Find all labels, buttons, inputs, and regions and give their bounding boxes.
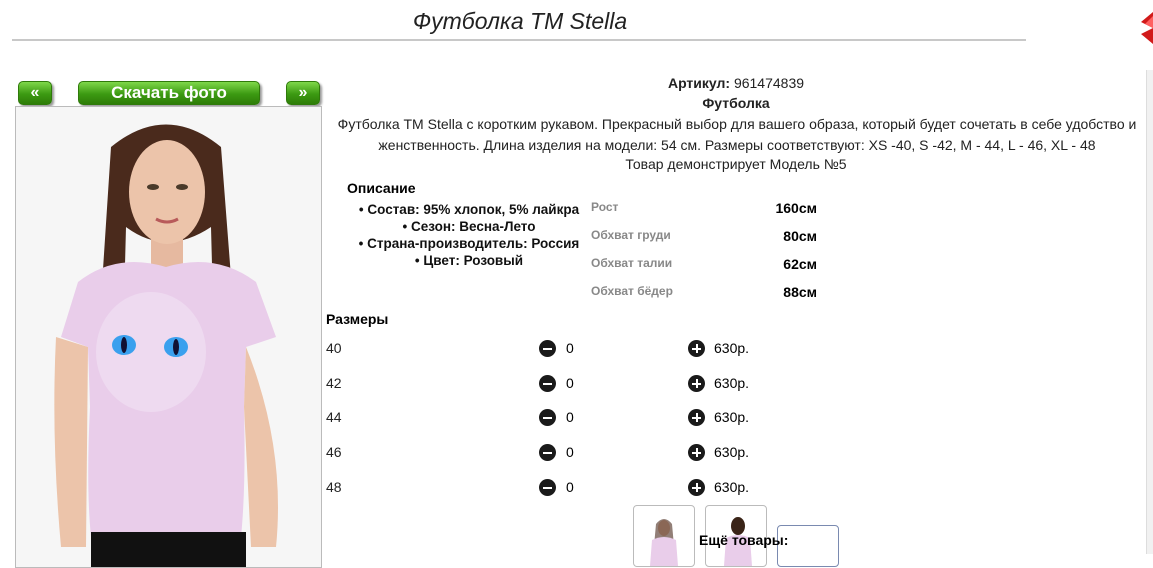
- model-param-label: Обхват бёдер: [591, 284, 673, 298]
- minus-icon[interactable]: [539, 409, 556, 426]
- title-divider: [12, 39, 1026, 41]
- size-quantity: 0: [566, 479, 574, 495]
- close-icon[interactable]: [1137, 12, 1153, 44]
- product-description: Футболка TM Stella с коротким рукавом. Прекрасный выбор для вашего образа, который будет сочетать в себе удобство и женственность. Длина изделия на модели: 54 см. Размеры соответствуют: XS -40, S -42, M - 44, L - 46, XL - 48: [337, 116, 1137, 153]
- size-quantity: 0: [566, 444, 574, 460]
- minus-icon[interactable]: [539, 444, 556, 461]
- product-thumbnail[interactable]: [633, 505, 695, 567]
- size-quantity: 0: [566, 409, 574, 425]
- size-price: 630р.: [714, 409, 750, 425]
- size-price: 630р.: [714, 340, 750, 356]
- model-param-value: 160см: [775, 200, 817, 216]
- sku-line: [330, 75, 1142, 91]
- size-label: 48: [326, 479, 342, 495]
- size-label: 46: [326, 444, 342, 460]
- size-price: 630р.: [714, 444, 750, 460]
- model-param-label: Рост: [591, 200, 619, 214]
- more-products-label: Ещё товары:: [699, 532, 789, 548]
- size-label: 42: [326, 375, 342, 391]
- model-param-value: 80см: [783, 228, 817, 244]
- thumbnail-image: [634, 506, 694, 566]
- plus-icon[interactable]: [688, 375, 705, 392]
- next-photo-button[interactable]: »: [286, 81, 320, 105]
- vertical-scrollbar[interactable]: [1146, 70, 1153, 554]
- plus-icon[interactable]: [688, 409, 705, 426]
- model-param-label: Обхват груди: [591, 228, 671, 242]
- model-photo-illustration: [16, 107, 321, 567]
- sku-value: 961474839: [733, 75, 805, 91]
- model-param-label: Обхват талии: [591, 256, 673, 270]
- model-param-value: 62см: [783, 256, 817, 272]
- feature-item: • Состав: 95% хлопок, 5% лайкра: [358, 202, 580, 217]
- product-photo[interactable]: [15, 106, 322, 568]
- size-quantity: 0: [566, 375, 574, 391]
- model-param-value: 88см: [783, 284, 817, 300]
- size-price: 630р.: [714, 375, 750, 391]
- prev-photo-button[interactable]: «: [18, 81, 52, 105]
- product-type: Футболка: [702, 95, 770, 111]
- feature-item: • Сезон: Весна-Лето: [402, 219, 536, 234]
- page-title: Футболка TM Stella: [412, 8, 628, 34]
- size-quantity: 0: [566, 340, 574, 356]
- feature-item: • Цвет: Розовый: [414, 253, 524, 268]
- sizes-heading: Размеры: [326, 311, 389, 327]
- minus-icon[interactable]: [539, 479, 556, 496]
- feature-item: • Страна-производитель: Россия: [358, 236, 580, 251]
- download-photo-button[interactable]: Скачать фото: [78, 81, 260, 105]
- plus-icon[interactable]: [688, 479, 705, 496]
- model-demo-text: Товар демонстрирует Модель №5: [625, 156, 847, 172]
- plus-icon[interactable]: [688, 444, 705, 461]
- sku-label: Артикул:: [667, 75, 731, 91]
- minus-icon[interactable]: [539, 340, 556, 357]
- description-heading: Описание: [347, 180, 416, 196]
- size-label: 40: [326, 340, 342, 356]
- plus-icon[interactable]: [688, 340, 705, 357]
- size-price: 630р.: [714, 479, 750, 495]
- size-label: 44: [326, 409, 342, 425]
- minus-icon[interactable]: [539, 375, 556, 392]
